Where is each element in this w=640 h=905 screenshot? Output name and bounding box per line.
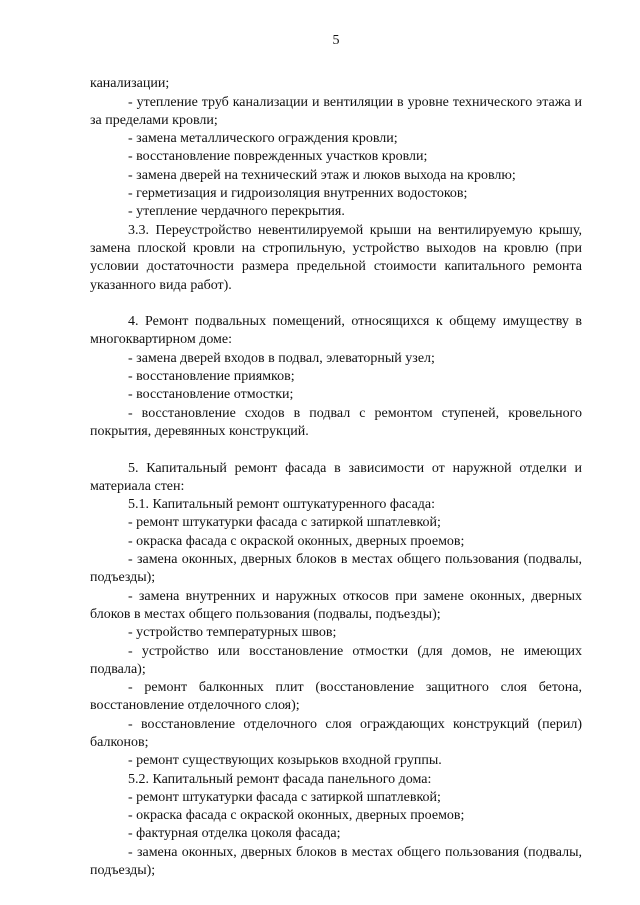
- paragraph-gap: [90, 441, 582, 459]
- paragraph: 5.1. Капитальный ремонт оштукатуренного фасада:: [128, 497, 436, 513]
- paragraph: - восстановление поврежденных участков кровли;: [128, 149, 428, 165]
- document-body: [90, 75, 582, 880]
- paragraph-gap: [90, 295, 582, 313]
- paragraph: 3.3. Переустройство невентилируемой крыши на вентилируемую крышу, замена плоской кровли на стропильную, устройство выходов на кровлю (при условии достаточности размера предельной стоимости капитального ремонта указанного вида работ).: [90, 222, 582, 293]
- paragraph: - восстановление отделочного слоя ограждающих конструкций (перил) балконов;: [90, 716, 582, 750]
- paragraph: - восстановление сходов в подвал с ремонтом ступеней, кровельного покрытия, деревянных конструкций.: [90, 405, 582, 439]
- paragraph: - восстановление приямков;: [128, 369, 295, 385]
- paragraph: - ремонт штукатурки фасада с затиркой шпатлевкой;: [128, 515, 441, 531]
- paragraph: - устройство температурных швов;: [128, 625, 337, 641]
- paragraph: - окраска фасада с окраской оконных, дверных проемов;: [128, 533, 465, 549]
- paragraph: - устройство или восстановление отмостки (для домов, не имеющих подвала);: [90, 643, 582, 677]
- paragraph: - утепление труб канализации и вентиляции в уровне технического этажа и за пределами кровли;: [90, 94, 582, 128]
- paragraph: - замена дверей входов в подвал, элеваторный узел;: [128, 350, 435, 366]
- paragraph: - замена дверей на технический этаж и люков выхода на кровлю;: [128, 167, 516, 183]
- paragraph: - ремонт штукатурки фасада с затиркой шпатлевкой;: [128, 789, 441, 805]
- page-number: 5: [332, 33, 340, 48]
- paragraph: - замена внутренних и наружных откосов при замене оконных, дверных блоков в местах общего пользования (подвалы, подъезды);: [90, 588, 582, 622]
- paragraph: - фактурная отделка цоколя фасада;: [128, 826, 341, 842]
- paragraph: - герметизация и гидроизоляция внутренних водостоков;: [128, 186, 468, 202]
- paragraph: - ремонт балконных плит (восстановление защитного слоя бетона, восстановление отделочного слоя);: [90, 680, 582, 714]
- paragraph: канализации;: [90, 76, 170, 92]
- paragraph: - ремонт существующих козырьков входной группы.: [128, 753, 442, 769]
- paragraph: - окраска фасада с окраской оконных, дверных проемов;: [128, 808, 465, 824]
- paragraph: - замена металлического ограждения кровли;: [128, 131, 398, 147]
- paragraph: - замена оконных, дверных блоков в местах общего пользования (подвалы, подъезды);: [90, 552, 582, 586]
- paragraph: 4. Ремонт подвальных помещений, относящихся к общему имуществу в многоквартирном доме:: [90, 314, 582, 348]
- paragraph: - замена оконных, дверных блоков в местах общего пользования (подвалы, подъезды);: [90, 844, 582, 879]
- paragraph: 5. Капитальный ремонт фасада в зависимости от наружной отделки и материала стен:: [90, 460, 582, 494]
- paragraph: - восстановление отмостки;: [128, 387, 294, 403]
- paragraph: - утепление чердачного перекрытия.: [128, 204, 345, 220]
- paragraph: 5.2. Капитальный ремонт фасада панельного дома:: [128, 771, 432, 787]
